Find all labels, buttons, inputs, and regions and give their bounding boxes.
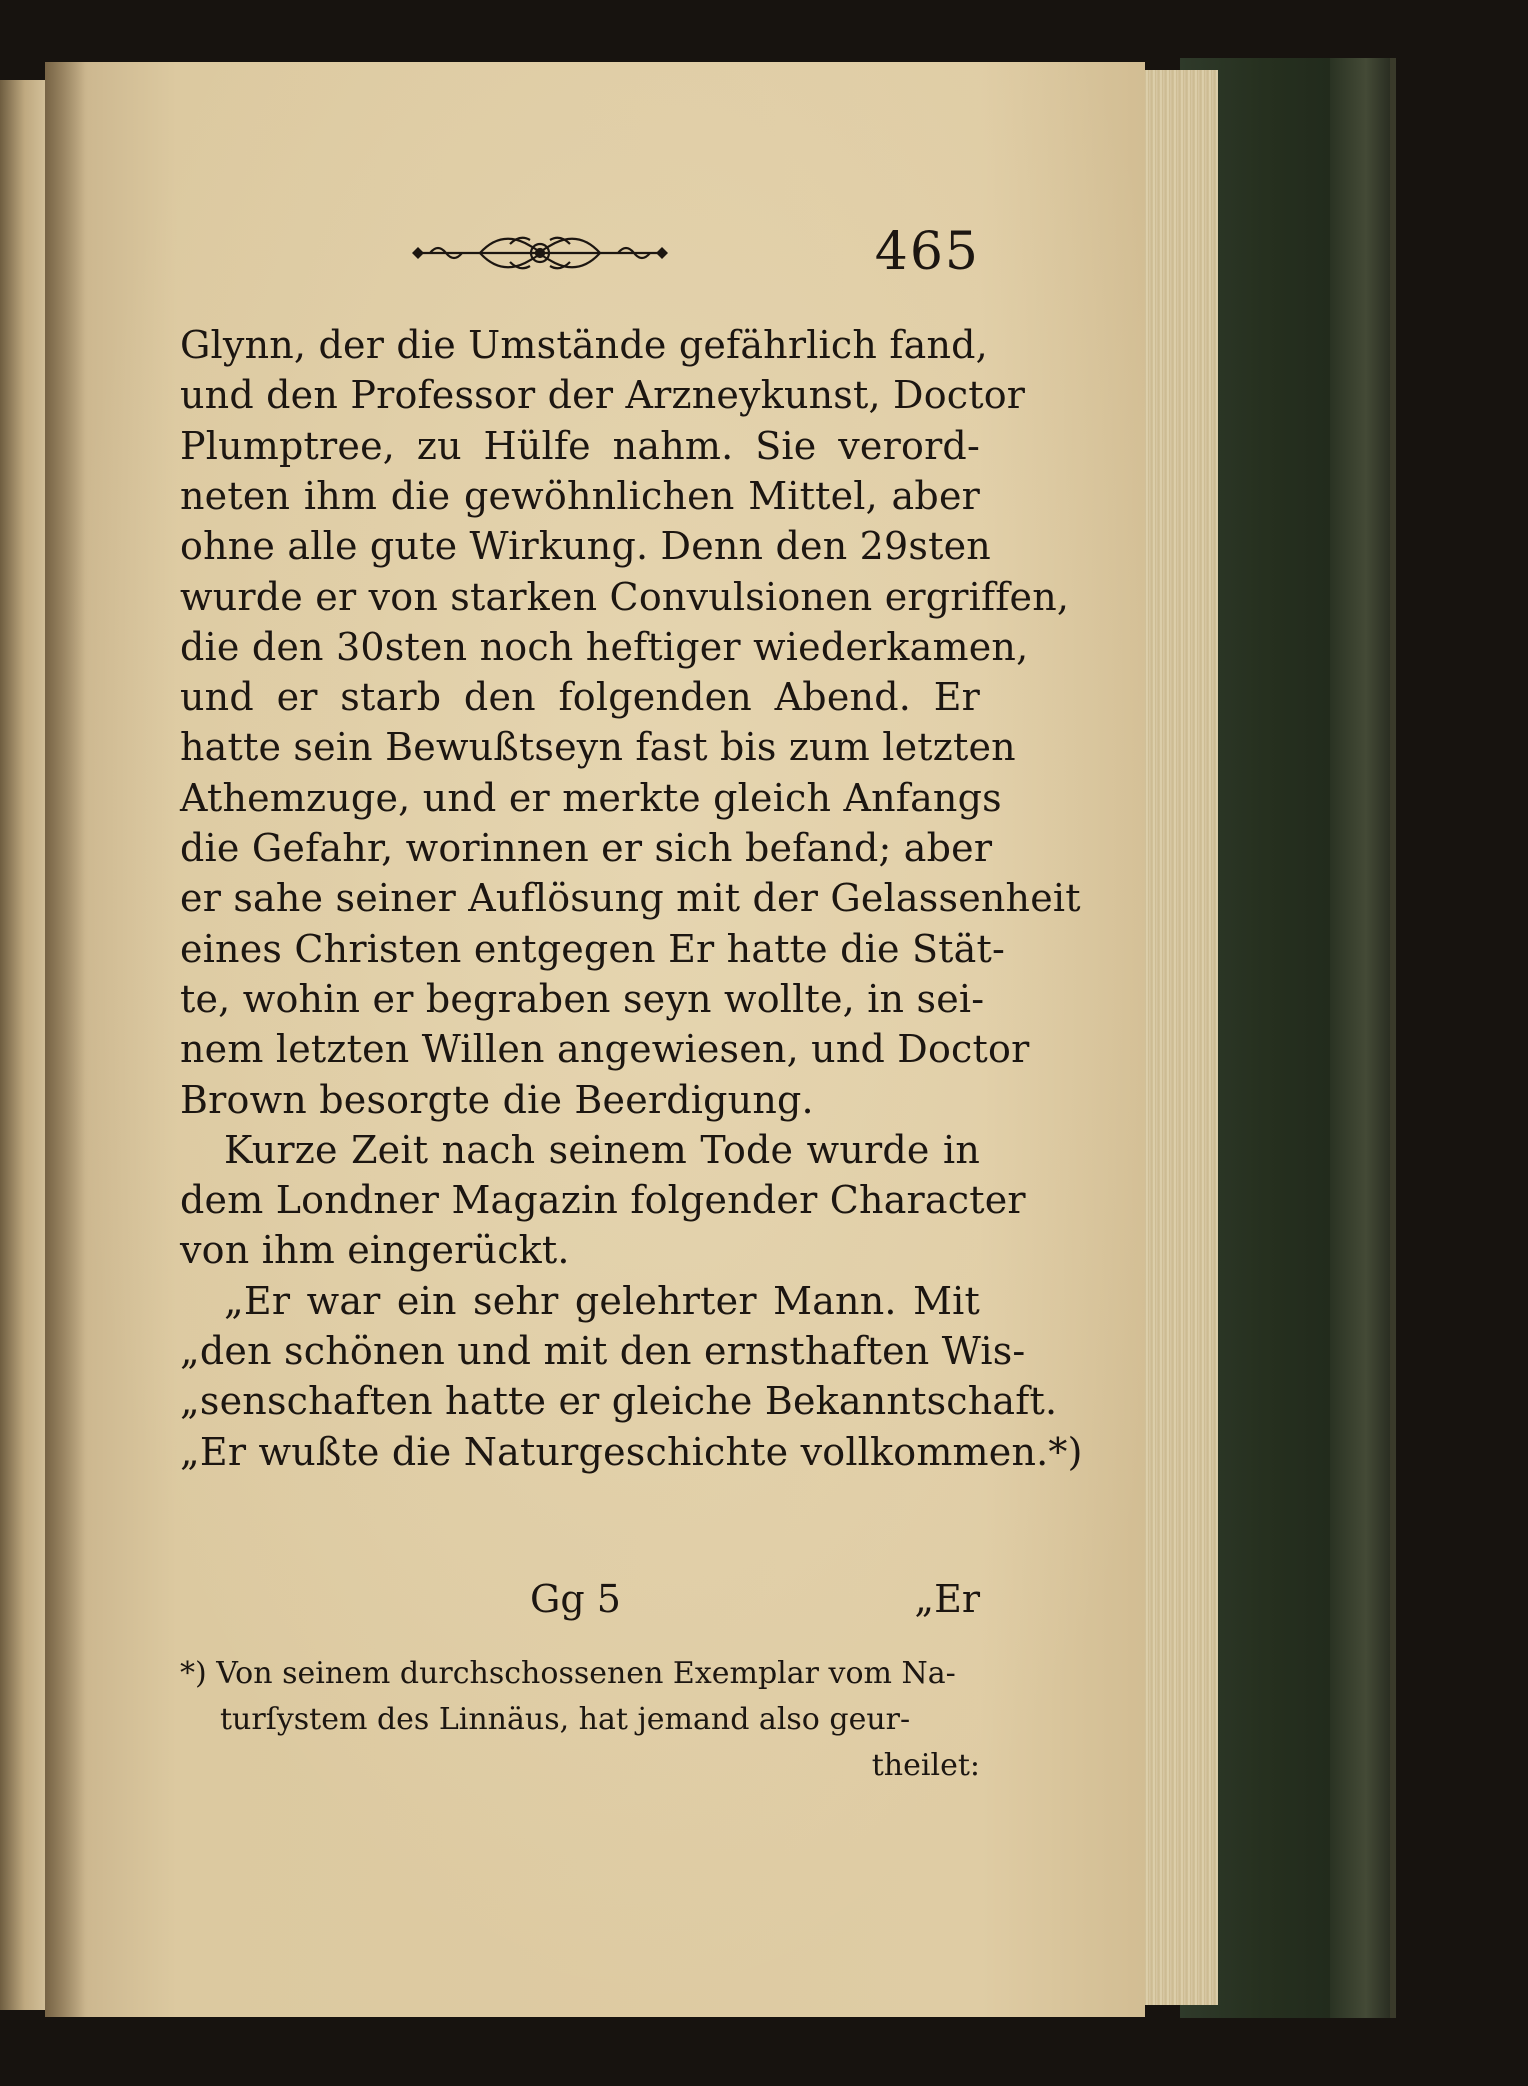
text-line: „den schönen und mit den ernsthaften Wis- xyxy=(180,1329,1026,1373)
floral-fleuron-icon xyxy=(410,230,670,276)
text-line: wurde er von starken Convulsionen ergriffen, xyxy=(180,574,1070,619)
text-line: von ihm eingerückt. xyxy=(180,1228,570,1273)
text-line: „Er war ein sehr gelehrter Mann. Mit xyxy=(224,1278,980,1323)
text-line: Athemzuge, und er merkte gleich Anfangs xyxy=(180,775,1002,820)
text-line: und er starb den folgenden Abend. Er xyxy=(180,675,980,720)
text-line: und den Professor der Arzneykunst, Doctor xyxy=(180,373,1026,418)
signature-line xyxy=(180,1577,980,1633)
text-line: „Er wußte die Naturgeschichte vollkommen.*) xyxy=(180,1429,1083,1474)
page-header xyxy=(180,222,980,292)
signature-mark: Gg 5 xyxy=(530,1577,621,1621)
page-number: 465 xyxy=(874,222,980,282)
text-line: Kurze Zeit nach seinem Tode wurde in xyxy=(224,1127,980,1172)
footnote-line: turſystem des Linnäus, hat jemand also geur- xyxy=(220,1702,911,1737)
text-line: Brown besorgte die Beerdigung. xyxy=(180,1077,814,1122)
text-line: er sahe seiner Auflösung mit der Gelassenheit xyxy=(180,876,1081,921)
left-page-edge xyxy=(0,80,45,2010)
book-cover-edge xyxy=(1330,58,1390,2018)
page-gutter xyxy=(45,62,85,2017)
text-line: te, wohin er begraben seyn wollte, in sei- xyxy=(180,976,985,1021)
text-line: neten ihm die gewöhnlichen Mittel, aber xyxy=(180,473,980,518)
text-line: die Gefahr, worinnen er sich befand; aber xyxy=(180,826,993,870)
text-line: ohne alle gute Wirkung. Denn den 29sten xyxy=(180,524,991,569)
text-line: die den 30sten noch heftiger wiederkamen, xyxy=(180,624,1029,669)
text-line: eines Christen entgegen Er hatte die Stät- xyxy=(180,926,1006,971)
text-line: dem Londner Magazin folgender Character xyxy=(180,1178,1026,1223)
text-line: Plumptree, zu Hülfe nahm. Sie verord- xyxy=(180,423,980,468)
footnote-line: *) Von seinem durchschossenen Exemplar vom Na- xyxy=(180,1656,956,1691)
book-page xyxy=(45,62,1145,2017)
text-line: nem letzten Willen angewiesen, und Doctor xyxy=(180,1027,1030,1072)
catchword: „Er xyxy=(914,1577,980,1621)
footnote-line: theilet: xyxy=(871,1748,980,1783)
text-line: „senschaften hatte er gleiche Bekanntschaft. xyxy=(180,1379,1058,1424)
text-line: hatte sein Bewußtseyn fast bis zum letzten xyxy=(180,725,1016,770)
text-line: Glynn, der die Umstände gefährlich fand, xyxy=(180,323,988,367)
